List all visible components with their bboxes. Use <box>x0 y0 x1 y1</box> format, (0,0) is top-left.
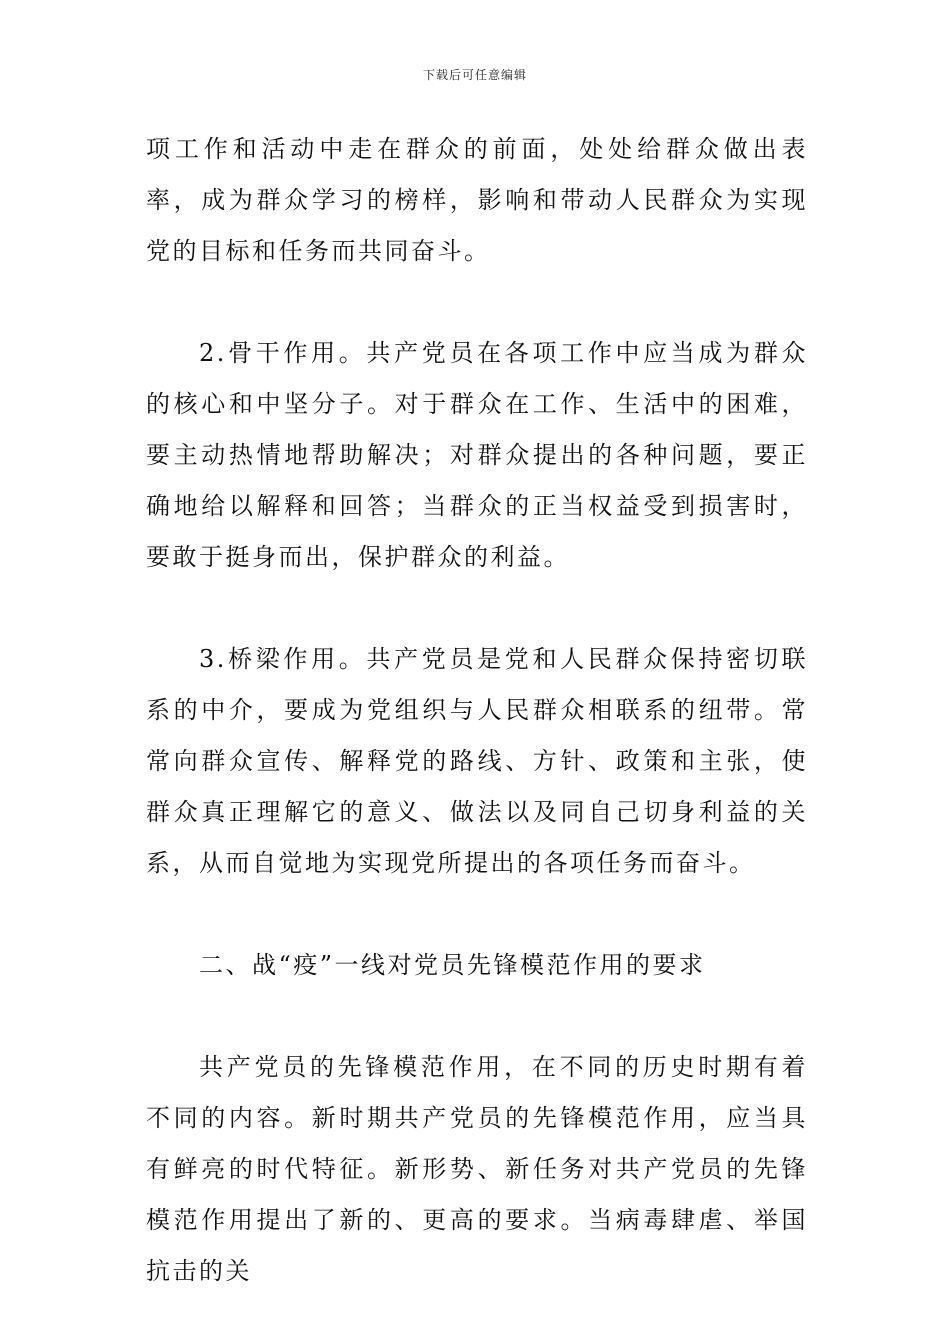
section-heading: 二、战“疫”一线对党员先锋模范作用的要求 <box>199 951 706 979</box>
paragraph-gap <box>146 991 808 1042</box>
page-header-note: 下载后可任意编辑 <box>422 68 527 82</box>
document-body <box>146 124 808 1297</box>
paragraph-gap <box>146 889 808 940</box>
paragraph-gap <box>146 583 808 634</box>
paragraph-backbone-role: 2.骨干作用。共产党员在各项工作中应当成为群众的核心和中坚分子。对于群众在工作、生活中的困难，要主动热情地帮助解决；对群众提出的各种问题，要正确地给以解释和回答；当群众的正当权益受到损害时，要敢于挺身而出，保护群众的利益。 <box>146 339 808 571</box>
paragraph-vanguard-requirements: 共产党员的先锋模范作用，在不同的历史时期有着不同的内容。新时期共产党员的先锋模范作用，应当具有鲜亮的时代特征。新形势、新任务对共产党员的先锋模范作用提出了新的、更高的要求。当病毒肆虐、举国抗击的关 <box>146 1053 808 1285</box>
paragraph-bridge-role: 3.桥梁作用。共产党员是党和人民群众保持密切联系的中介，要成为党组织与人民群众相联系的纽带。常常向群众宣传、解释党的路线、方针、政策和主张，使群众真正理解它的意义、做法以及同自己切身利益的关系，从而自觉地为实现党所提出的各项任务而奋斗。 <box>146 645 808 877</box>
paragraph-continuation: 项工作和活动中走在群众的前面，处处给群众做出表率，成为群众学习的榜样，影响和带动人民群众为实现党的目标和任务而共同奋斗。 <box>146 135 808 265</box>
paragraph-gap <box>146 277 808 328</box>
